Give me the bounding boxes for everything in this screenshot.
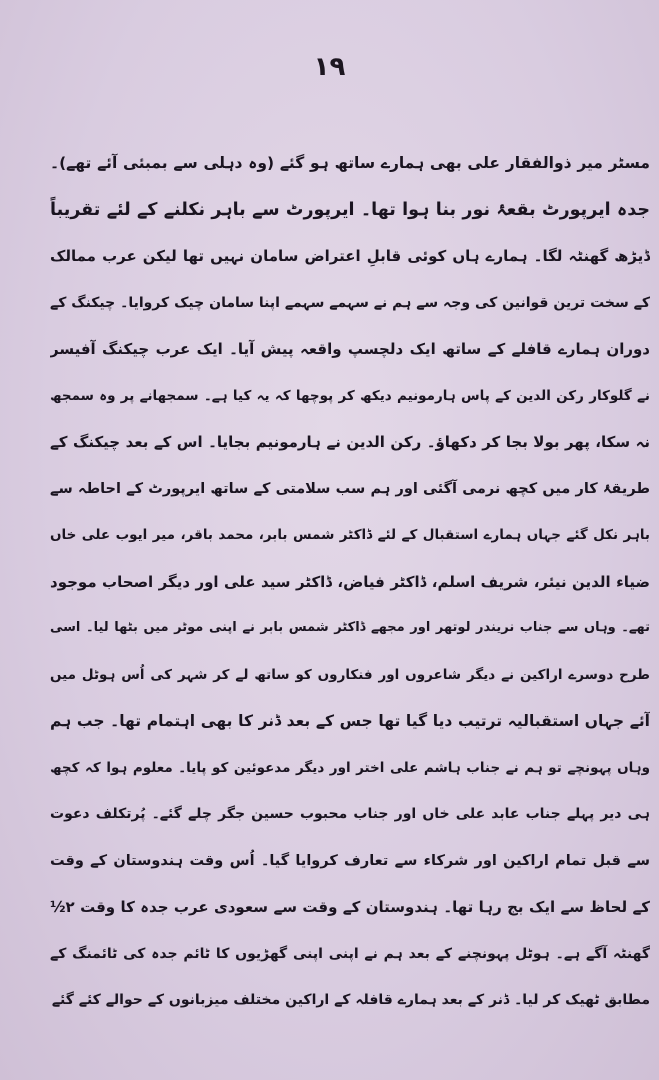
text-line: نہ سکا، پھر بولا بجا کر دکھاؤ۔ رکن الدین نے ہارمونیم بجایا۔ اس کے بعد چیکنگ کے xyxy=(50,433,650,451)
page-number: ١٩ xyxy=(313,52,346,82)
text-line: تھے۔ وہاں سے جناب نریندر لوتھر اور مجھے ڈاکٹر شمس بابر نے اپنی موٹر میں بٹھا لیا۔ اسی xyxy=(50,620,650,635)
text-line: ڈیڑھ گھنٹہ لگا۔ ہمارے ہاں کوئی قابلِ اعتراض سامان نہیں تھا لیکن عرب ممالک xyxy=(50,247,650,265)
text-line: وہاں پہونچے تو ہم نے جناب ہاشم علی اختر اور دیگر مدعوئین کو پایا۔ معلوم ہوا کہ کچھ xyxy=(50,759,650,776)
text-line: سے قبل تمام اراکین اور شرکاء سے تعارف کروایا گیا۔ اُس وقت ہندوستان کے وقت xyxy=(50,852,650,869)
text-line: دوران ہمارے قافلے کے ساتھ ایک دلچسپ واقعہ پیش آیا۔ ایک عرب چیکنگ آفیسر xyxy=(50,340,650,358)
text-line: جدہ ایرپورٹ بقعۂ نور بنا ہوا تھا۔ ایرپورٹ سے باہر نکلنے کے لئے تقریباً xyxy=(50,199,650,220)
text-line: گھنٹہ آگے ہے۔ ہوٹل پہونچنے کے بعد ہم نے اپنی اپنی گھڑیوں کا ٹائم جدہ کی ٹائمنگ کے xyxy=(50,945,650,962)
text-line: مسٹر میر ذوالفقار علی بھی ہمارے ساتھ ہو گئے (وہ دہلی سے بمبئی آئے تھے)۔ xyxy=(50,154,650,172)
page-body-text xyxy=(50,140,650,1024)
text-line: نے گلوکار رکن الدین کے پاس ہارمونیم دیکھ کر پوچھا کہ یہ کیا ہے۔ سمجھانے پر وہ سمجھ xyxy=(50,387,650,404)
text-line: کے سخت ترین قوانین کی وجہ سے ہم نے سہمے سہمے اپنا سامان چیک کروایا۔ چیکنگ کے xyxy=(50,294,650,311)
text-line: کے لحاظ سے ایک بج رہا تھا۔ ہندوستان کے وقت سے سعودی عرب جدہ کا وقت ٢½ xyxy=(50,898,650,916)
text-line: باہر نکل گئے جہاں ہمارے استقبال کے لئے ڈاکٹر شمس بابر، محمد باقر، میر ایوب علی خاں xyxy=(50,527,650,543)
text-line: مطابق ٹھیک کر لیا۔ ڈنر کے بعد ہمارے قافلہ کے اراکین مختلف میزبانوں کے حوالے کئے گئے xyxy=(51,992,650,1008)
text-line: آئے جہاں استقبالیہ ترتیب دیا گیا تھا جس کے بعد ڈنر کا بھی اہتمام تھا۔ جب ہم xyxy=(50,712,650,730)
text-line: طریقۂ کار میں کچھ نرمی آگئی اور ہم سب سلامتی کے ساتھ ایرپورٹ کے احاطہ سے xyxy=(50,480,650,497)
text-line: طرح دوسرے اراکین نے دیگر شاعروں اور فنکاروں کو ساتھ لے کر شہر کی اُس ہوٹل میں xyxy=(50,666,650,683)
text-line: ہی دیر پہلے جناب عابد علی خاں اور جناب محبوب حسین جگر چلے گئے۔ پُرتکلف دعوت xyxy=(50,806,650,822)
text-line: ضیاء الدین نیئر، شریف اسلم، ڈاکٹر فیاض، ڈاکٹر سید علی اور دیگر اصحاب موجود xyxy=(50,572,650,591)
